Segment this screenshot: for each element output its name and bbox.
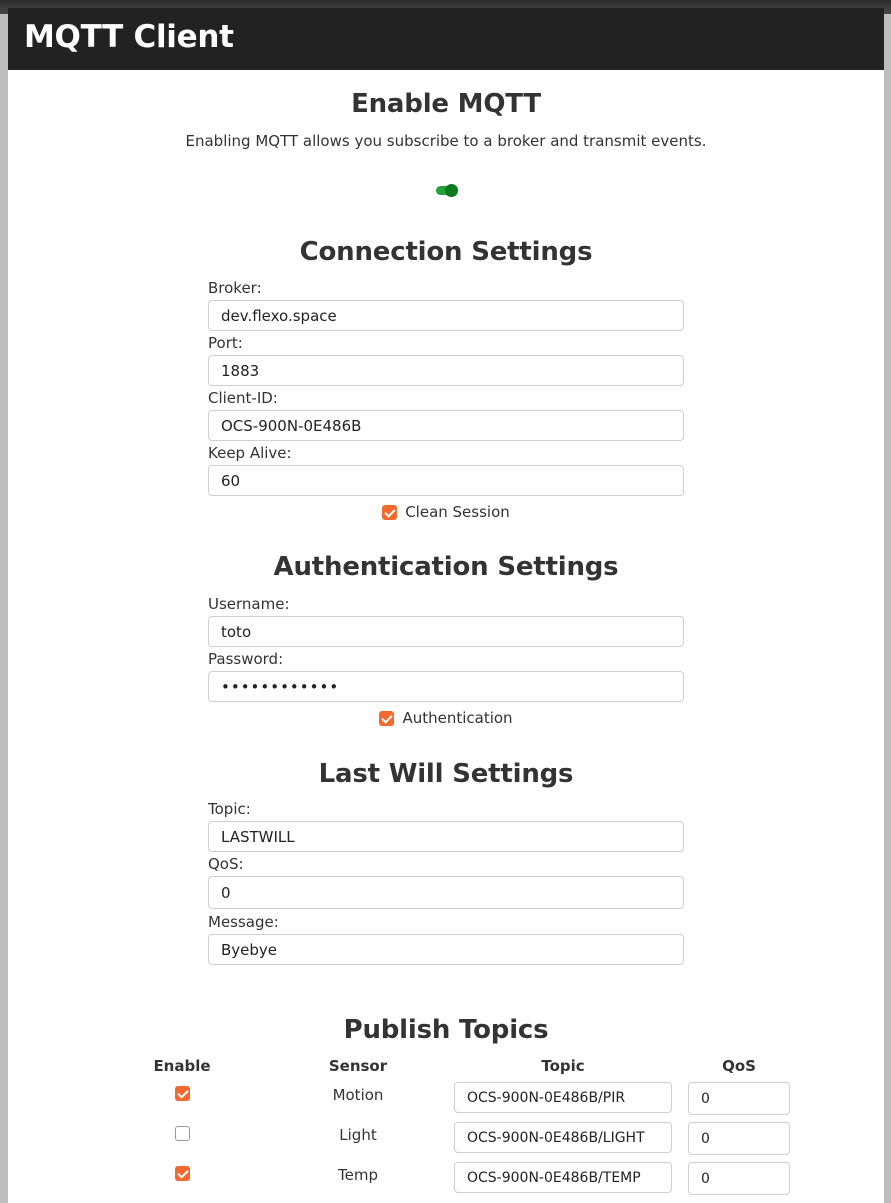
publish-qos-input-motion[interactable] bbox=[688, 1082, 790, 1115]
clean-session-label: Clean Session bbox=[405, 503, 510, 521]
last-will-settings-heading: Last Will Settings bbox=[318, 759, 574, 789]
last-will-message-input[interactable] bbox=[208, 934, 684, 965]
authentication-row bbox=[8, 709, 884, 727]
connection-settings-heading: Connection Settings bbox=[299, 237, 593, 267]
port-input[interactable] bbox=[208, 355, 684, 386]
column-header-enable: Enable bbox=[153, 1057, 211, 1075]
column-header-sensor: Sensor bbox=[328, 1057, 388, 1075]
clean-session-checkbox[interactable] bbox=[382, 505, 397, 520]
publish-enable-checkbox-temp[interactable] bbox=[175, 1166, 190, 1181]
username-label: Username: bbox=[208, 595, 290, 613]
username-input[interactable] bbox=[208, 616, 684, 647]
clean-session-row bbox=[8, 503, 884, 521]
authentication-label: Authentication bbox=[402, 709, 513, 727]
mqtt-panel bbox=[8, 8, 884, 1203]
port-label: Port: bbox=[208, 334, 243, 352]
broker-label: Broker: bbox=[208, 279, 262, 297]
client-id-label: Client-ID: bbox=[208, 389, 278, 407]
last-will-qos-label: QoS: bbox=[208, 855, 244, 873]
keep-alive-label: Keep Alive: bbox=[208, 444, 292, 462]
publish-topic-input-temp[interactable] bbox=[454, 1162, 672, 1193]
publish-enable-checkbox-motion[interactable] bbox=[175, 1086, 190, 1101]
client-id-input[interactable] bbox=[208, 410, 684, 441]
enable-mqtt-heading: Enable MQTT bbox=[351, 89, 541, 119]
password-label: Password: bbox=[208, 650, 284, 668]
publish-sensor-motion: Motion bbox=[332, 1086, 384, 1104]
last-will-qos-input[interactable] bbox=[208, 876, 684, 909]
publish-qos-input-temp[interactable] bbox=[688, 1162, 790, 1195]
last-will-topic-input[interactable] bbox=[208, 821, 684, 852]
column-header-qos: QoS bbox=[722, 1057, 756, 1075]
authentication-settings-heading: Authentication Settings bbox=[273, 552, 619, 582]
last-will-topic-label: Topic: bbox=[208, 800, 251, 818]
keep-alive-input[interactable] bbox=[208, 465, 684, 496]
page-title: MQTT Client bbox=[24, 19, 234, 55]
publish-topic-input-light[interactable] bbox=[454, 1122, 672, 1153]
column-header-topic: Topic bbox=[541, 1057, 585, 1075]
publish-qos-input-light[interactable] bbox=[688, 1122, 790, 1155]
broker-input[interactable] bbox=[208, 300, 684, 331]
toggle-knob bbox=[445, 184, 458, 197]
enable-mqtt-description: Enabling MQTT allows you subscribe to a broker and transmit events. bbox=[185, 132, 707, 150]
password-input[interactable] bbox=[208, 671, 684, 702]
publish-sensor-light: Light bbox=[339, 1126, 377, 1144]
authentication-checkbox[interactable] bbox=[379, 711, 394, 726]
app-header bbox=[8, 8, 884, 70]
publish-topic-input-motion[interactable] bbox=[454, 1082, 672, 1113]
publish-enable-checkbox-light[interactable] bbox=[175, 1126, 190, 1141]
enable-mqtt-toggle[interactable] bbox=[436, 184, 458, 196]
publish-sensor-temp: Temp bbox=[338, 1166, 378, 1184]
last-will-message-label: Message: bbox=[208, 913, 279, 931]
publish-topics-heading: Publish Topics bbox=[343, 1015, 549, 1045]
